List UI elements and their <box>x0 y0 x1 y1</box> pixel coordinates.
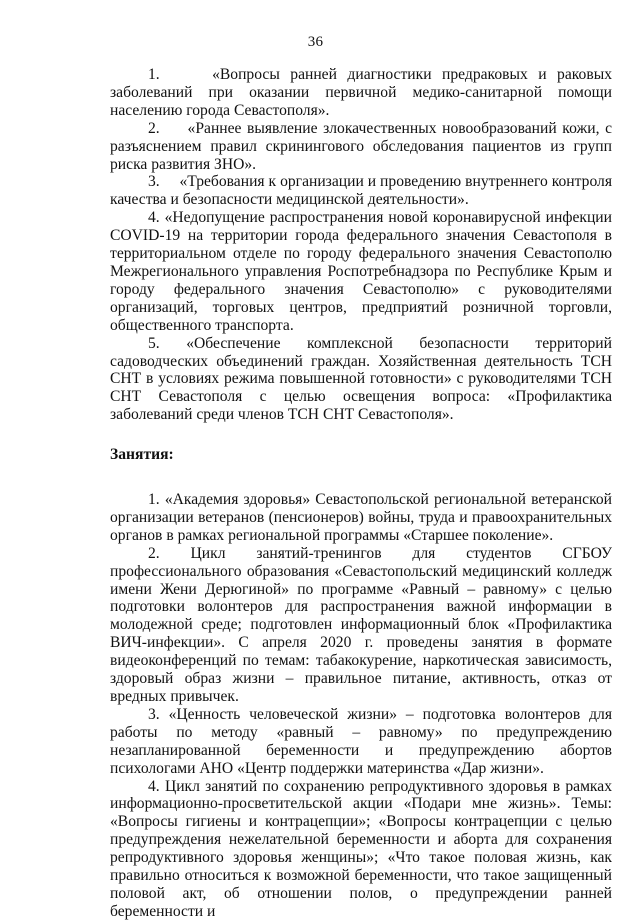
page-number: 36 <box>307 34 324 50</box>
class-item-2: 2. Цикл занятий-тренингов для студентов СГБОУ профессионального образования «Севастопольский медицинский колледж имени Жени Дерюгиной» по программе «Равный – равному» с целью подготовки волонтеров для распространения важной информации в молодежной среде; подготовлен информационный блок «Профилактика ВИЧ-инфекции». С апреля 2020 г. проведены занятия в формате видеоконференций по темам: табакокурение, наркотическая зависимость, здоровый образ жизни – правильное питание, активность, отказ от вредных привычек. <box>110 544 612 705</box>
class-item-3: 3. «Ценность человеческой жизни» – подготовка волонтеров для работы по методу «равный – равному» по предупреждению незапланированной беременности и предупреждению абортов психологами АНО «Центр поддержки материнства «Дар жизни». <box>110 705 612 777</box>
topic-item-1: 1. «Вопросы ранней диагностики предраковых и раковых заболеваний при оказании первичной медико-санитарной помощи населению города Севастополя». <box>110 66 612 119</box>
topic-item-5: 5. «Обеспечение комплексной безопасности территорий садоводческих объединений граждан. Хозяйственная деятельность ТСН СНТ в условиях режима повышенной готовности» с руководителями ТСН СНТ Севастополя с целью освещения вопроса: «Профилактика заболеваний среди членов ТСН СНТ Севастополя». <box>110 334 612 424</box>
section-heading-classes: Занятия: <box>110 446 174 464</box>
class-item-4: 4. Цикл занятий по сохранению репродуктивного здоровья в рамках информационно-просветительской акции «Подари мне жизнь». Темы: «Вопросы гигиены и контрацепции»; «Вопросы контрацепции с целью предупреждения нежелательной беременности и аборта для сохранения репродуктивного здоровья женщины»; «Что такое половая жизнь, как правильно относиться к возможной беременности, что такое защищенный половой акт, об отношении полов, о предупреждении ранней беременности и <box>110 777 612 920</box>
topic-item-4: 4. «Недопущение распространения новой коронавирусной инфекции COVID-19 на территории города федерального значения Севастополя в территориальном отделе по городу федерального значения Севастополю Межрегионального управления Роспотребнадзора по Республике Крым и городу федерального значения Севастополю» с руководителями организаций, торговых центров, предприятий розничной торговли, общественного транспорта. <box>110 209 612 334</box>
topic-item-3: 3. «Требования к организации и проведению внутреннего контроля качества и безопасности медицинской деятельности». <box>110 173 612 209</box>
topic-item-2: 2. «Раннее выявление злокачественных новообразований кожи, с разъяснением правил скринингового обследования пациентов из групп риска развития ЗНО». <box>110 119 612 173</box>
class-item-1: 1. «Академия здоровья» Севастопольской региональной ветеранской организации ветеранов (пенсионеров) войны, труда и правоохранительных органов в рамках региональной программы «Старшее поколение». <box>110 491 612 544</box>
document-body <box>110 66 612 921</box>
